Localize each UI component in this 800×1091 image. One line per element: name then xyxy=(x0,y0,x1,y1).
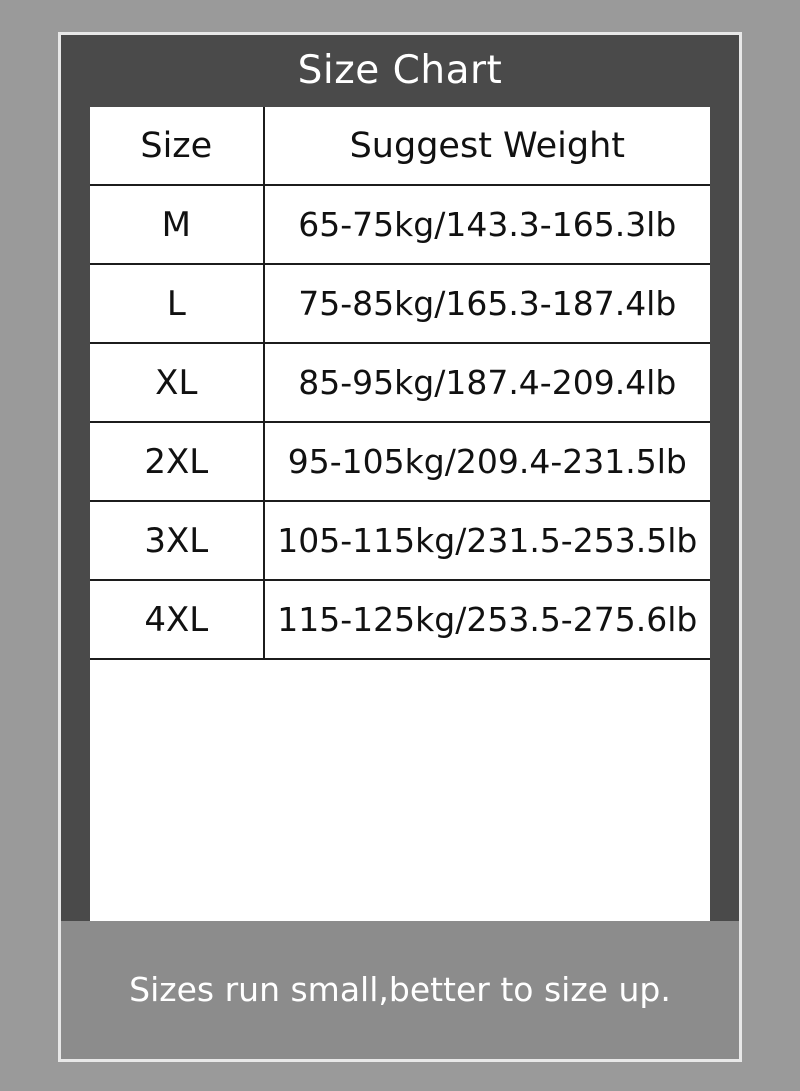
column-header-suggest-weight: Suggest Weight xyxy=(264,107,710,185)
column-header-size: Size xyxy=(90,107,264,185)
cell-weight: 85-95kg/187.4-209.4lb xyxy=(264,343,710,422)
cell-size: 2XL xyxy=(90,422,264,501)
table-header xyxy=(90,107,710,185)
table-header-row xyxy=(90,107,710,185)
table-row xyxy=(90,580,710,659)
size-table xyxy=(90,107,710,660)
footer-note xyxy=(61,921,739,1059)
table-row xyxy=(90,343,710,422)
cell-size: 4XL xyxy=(90,580,264,659)
table-body xyxy=(90,185,710,659)
cell-weight: 95-105kg/209.4-231.5lb xyxy=(264,422,710,501)
cell-weight: 65-75kg/143.3-165.3lb xyxy=(264,185,710,264)
cell-size: 3XL xyxy=(90,501,264,580)
cell-weight: 75-85kg/165.3-187.4lb xyxy=(264,264,710,343)
cell-weight: 115-125kg/253.5-275.6lb xyxy=(264,580,710,659)
page-title: Size Chart xyxy=(297,48,503,93)
table-row xyxy=(90,501,710,580)
cell-weight: 105-115kg/231.5-253.5lb xyxy=(264,501,710,580)
footer-note-text: Sizes run small,better to size up. xyxy=(129,970,671,1009)
size-table-container xyxy=(90,107,710,921)
cell-size: M xyxy=(90,185,264,264)
size-chart-card xyxy=(58,32,742,1062)
table-row xyxy=(90,185,710,264)
table-row xyxy=(90,264,710,343)
table-row xyxy=(90,422,710,501)
cell-size: L xyxy=(90,264,264,343)
cell-size: XL xyxy=(90,343,264,422)
